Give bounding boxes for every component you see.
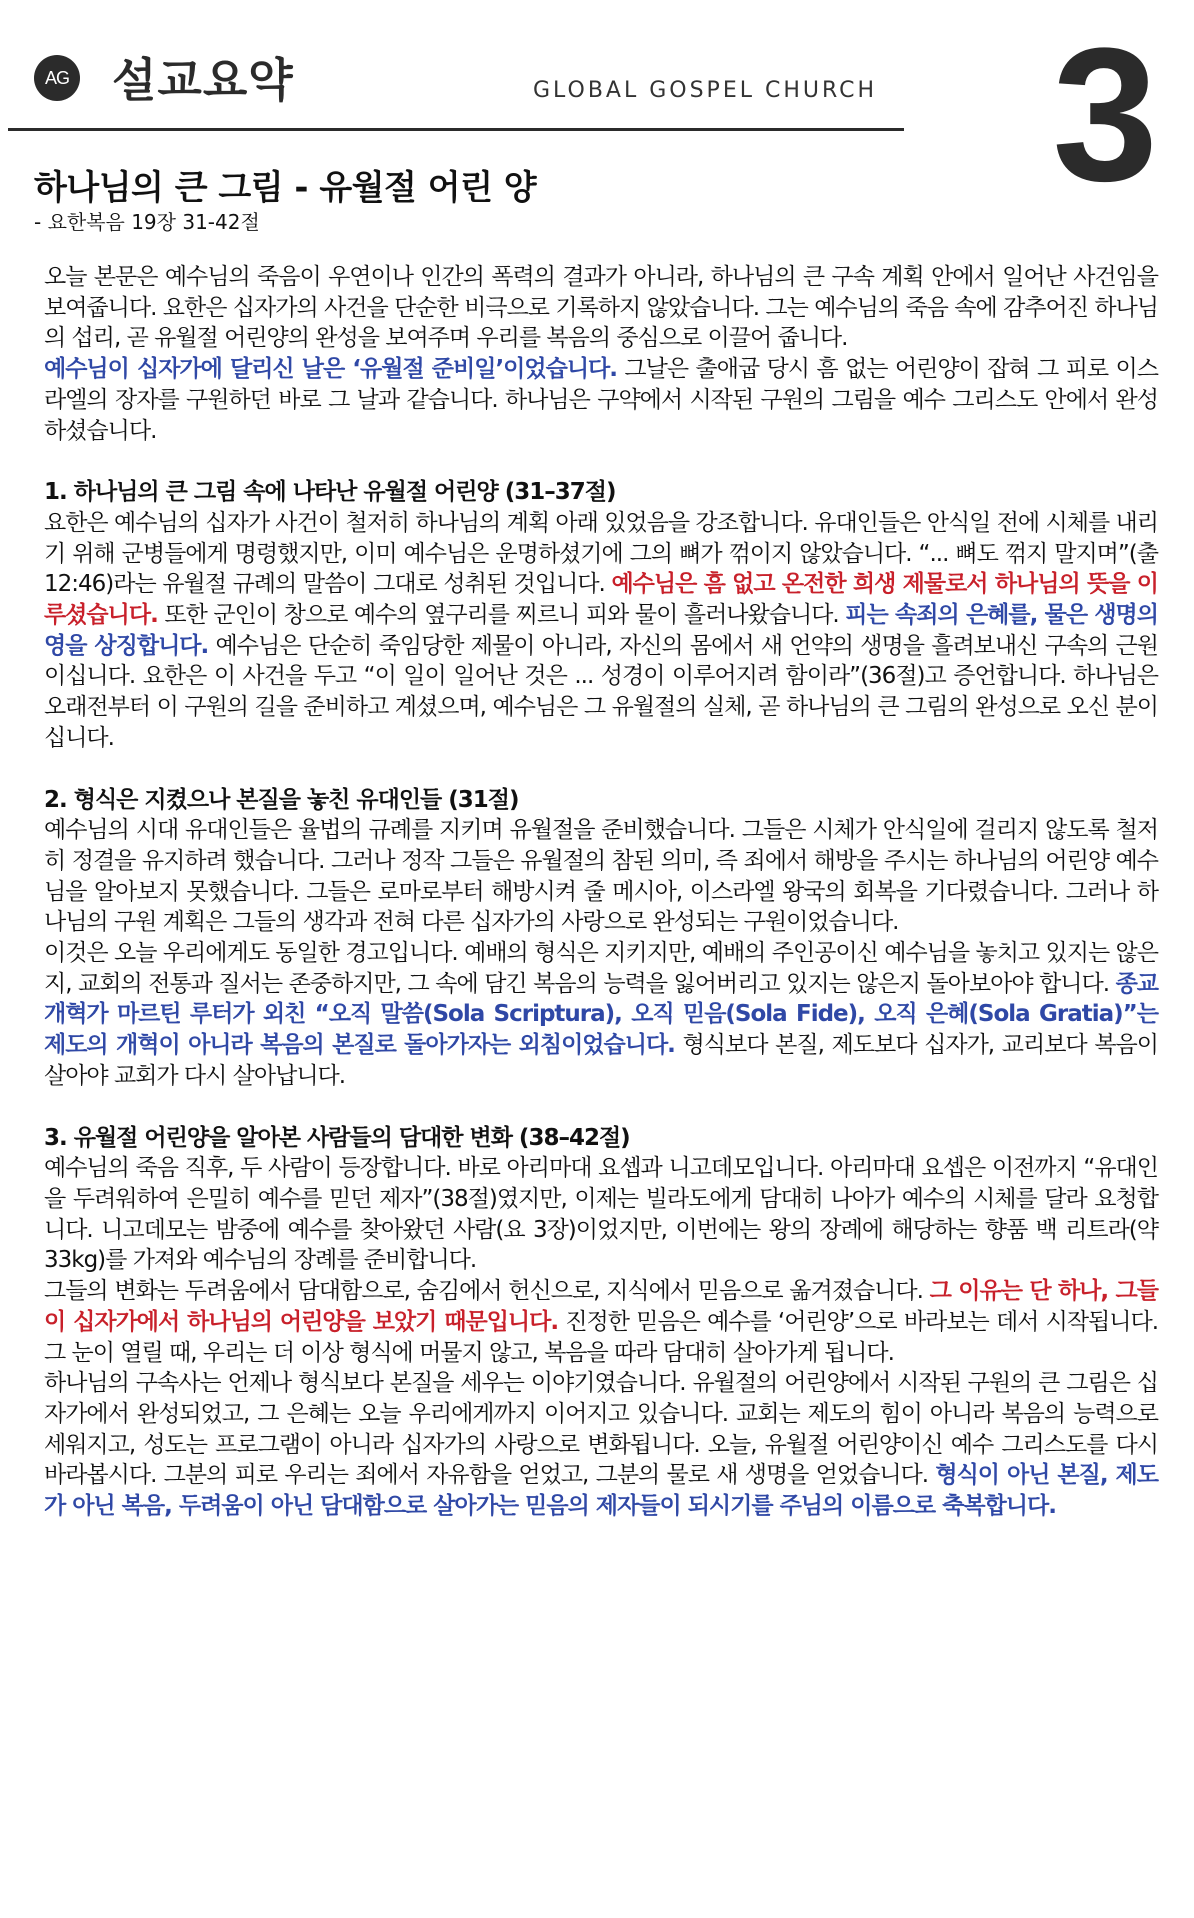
body-text: 예수님은 단순히 죽임당한 제물이 아니라, 자신의 몸에서 새 언약의 생명을 흘려보내신 구속의 근원이십니다. 요한은 이 사건을 두고 “이 일이 일어난 것은 ... 성경이 이루어지려 함이라”(36절)고 증언합니다. 하나님은 오래전부터 이 구원의 길을 준비하고 계셨으며, 예수님은 그 유월절의 실체, 곧 하나님의 큰 그림의 완성으로 오신 분이십니다. [44,632,1158,751]
section-2-paragraph-2 [44,938,1158,1092]
highlight-red: 그 이유는 단 하나, 그들이 십자가에서 하나님의 어린양을 보았기 때문입니다. [44,1278,1158,1335]
body-text: 그날은 출애굽 당시 흠 없는 어린양이 잡혀 그 피로 이스라엘의 장자를 구원하던 바로 그 날과 같습니다. 하나님은 구약에서 시작된 구원의 그림을 예수 그리스도 안에서 완성하셨습니다. [44,356,1158,444]
intro-paragraph-2 [44,354,1158,446]
page-number: 3 [1052,9,1158,221]
body-text: 형식보다 본질, 제도보다 십자가, 교리보다 복음이 살아야 교회가 다시 살아납니다. [44,1032,1158,1089]
body-text: 요한은 예수님의 십자가 사건이 철저히 하나님의 계획 아래 있었음을 강조합니다. 유대인들은 안식일 전에 시체를 내리기 위해 군병들에게 명령했지만, 이미 예수님은 운명하셨기에 그의 뼈가 꺾이지 않았습니다. “... 뼈도 꺾지 말지며”(출 12:46)라는 유월절 규례의 말씀이 그대로 성취된 것입니다. [44,509,1158,598]
section-1-paragraph [44,508,1158,754]
highlight-blue: 피는 속죄의 은혜를, 물은 생명의 영을 상징합니다. [44,602,1158,659]
highlight-red: 예수님은 흠 없고 온전한 희생 제물로서 하나님의 뜻을 이루셨습니다. [44,571,1158,629]
highlight-blue: 종교개혁가 마르틴 루터가 외친 “오직 말씀(Sola Scriptura), 오직 믿음(Sola Fide), 오직 은혜(Sola Gratia)”는 제도의 개혁이 아니라 복음의 본질로 돌아가자는 외침이었습니다. [44,970,1158,1059]
body-text: 또한 군인이 창으로 예수의 옆구리를 찌르니 피와 물이 흘러나왔습니다. [157,602,846,629]
body-text: 이것은 오늘 우리에게도 동일한 경고입니다. 예배의 형식은 지키지만, 예배의 주인공이신 예수님을 놓치고 있지는 않은지, 교회의 전통과 질서는 존중하지만, 그 속에 담긴 복음의 능력을 잃어버리고 있지는 않은지 돌아보아야 합니다. [44,940,1158,997]
section-2-heading: 2. 형식은 지켰으나 본질을 놓친 유대인들 (31절) [44,786,519,813]
sermon-body [44,262,1158,1522]
highlight-blue: 형식이 아닌 본질, 제도가 아닌 복음, 두려움이 아닌 담대함으로 살아가는 믿음의 제자들이 되시기를 주님의 이름으로 축복합니다. [44,1462,1158,1520]
header-title: 설교요약 [112,53,294,107]
section-3-paragraph-2 [44,1276,1158,1368]
intro-paragraph-1: 오늘 본문은 예수님의 죽음이 우연이나 인간의 폭력의 결과가 아니라, 하나님의 큰 구속 계획 안에서 일어난 사건임을 보여줍니다. 요한은 십자가의 사건을 단순한 비극으로 기록하지 않았습니다. 그는 예수님의 죽음 속에 감추어진 하나님의 섭리, 곧 유월절 어린양의 완성을 보여주며 우리를 복음의 중심으로 이끌어 줍니다. [44,264,1158,352]
church-name: GLOBAL GOSPEL CHURCH [533,78,878,103]
section-3-paragraph-3 [44,1368,1158,1522]
logo-text: AG [44,67,69,88]
scripture-reference: - 요한복음 19장 31-42절 [34,210,260,234]
section-3-heading: 3. 유월절 어린양을 알아본 사람들의 담대한 변화 (38–42절) [44,1124,630,1151]
church-logo [34,55,80,101]
header-divider [8,128,904,131]
sermon-title: 하나님의 큰 그림 - 유월절 어린 양 [34,168,537,208]
body-text: 하나님의 구속사는 언제나 형식보다 본질을 세우는 이야기였습니다. 유월절의 어린양에서 시작된 구원의 큰 그림은 십자가에서 완성되었고, 그 은혜는 오늘 우리에게까지 이어지고 있습니다. 교회는 제도의 힘이 아니라 복음의 능력으로 세워지고, 성도는 프로그램이 아니라 십자가의 사랑으로 변화됩니다. 오늘, 유월절 어린양이신 예수 그리스도를 다시 바라봅시다. 그분의 피로 우리는 죄에서 자유함을 얻었고, 그분의 물로 새 생명을 얻었습니다. [44,1370,1158,1489]
section-3-paragraph-1: 예수님의 죽음 직후, 두 사람이 등장합니다. 바로 아리마대 요셉과 니고데모입니다. 아리마대 요셉은 이전까지 “유대인을 두려워하여 은밀히 예수를 믿던 제자”(38절)였지만, 이제는 빌라도에게 담대히 나아가 예수의 시체를 달라 요청합니다. 니고데모는 밤중에 예수를 찾아왔던 사람(요 3장)이었지만, 이번에는 왕의 장례에 해당하는 향품 백 리트라(약 33kg)를 가져와 예수님의 장례를 준비합니다. [44,1155,1158,1274]
section-2-paragraph-1: 예수님의 시대 유대인들은 율법의 규례를 지키며 유월절을 준비했습니다. 그들은 시체가 안식일에 걸리지 않도록 철저히 정결을 유지하려 했습니다. 그러나 정작 그들은 유월절의 참된 의미, 즉 죄에서 해방을 주시는 하나님의 어린양 예수님을 알아보지 못했습니다. 그들은 로마로부터 해방시켜 줄 메시아, 이스라엘 왕국의 회복을 기다렸습니다. 그러나 하나님의 구원 계획은 그들의 생각과 전혀 다른 십자가의 사랑으로 완성되는 구원이었습니다. [44,817,1158,936]
highlight-blue: 예수님이 십자가에 달리신 날은 ‘유월절 준비일’이었습니다. [44,356,618,383]
body-text: 그들의 변화는 두려움에서 담대함으로, 숨김에서 헌신으로, 지식에서 믿음으로 옮겨졌습니다. [44,1278,930,1305]
body-text: 진정한 믿음은 예수를 ‘어린양’으로 바라보는 데서 시작됩니다. 그 눈이 열릴 때, 우리는 더 이상 형식에 머물지 않고, 복음을 따라 담대히 살아가게 됩니다. [44,1308,1159,1366]
section-1-heading: 1. 하나님의 큰 그림 속에 나타난 유월절 어린양 (31–37절) [44,479,616,506]
